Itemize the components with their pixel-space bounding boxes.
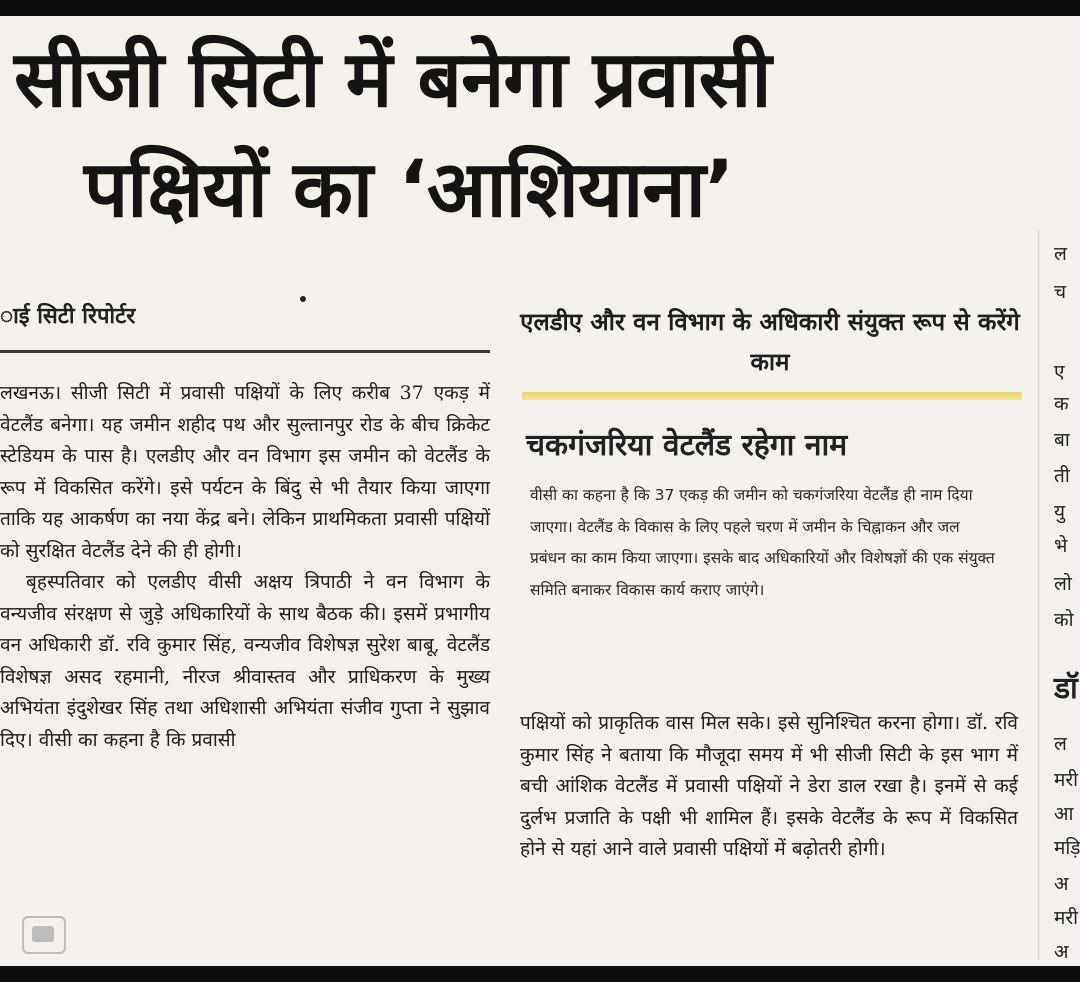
right-column-fragment: ल bbox=[1054, 243, 1067, 265]
byline-rule bbox=[0, 350, 490, 353]
right-column-fragment: ए bbox=[1054, 361, 1065, 383]
scanner-watermark-icon bbox=[22, 916, 66, 954]
box-title: चकगंजरिया वेटलैंड रहेगा नाम bbox=[526, 428, 848, 463]
right-column-fragment: मड़ि bbox=[1054, 837, 1080, 859]
highlight-rule bbox=[522, 392, 1022, 400]
photo-border-bottom bbox=[0, 966, 1080, 982]
column-divider bbox=[1038, 230, 1039, 960]
right-column-fragment: ल bbox=[1054, 733, 1067, 755]
right-column-fragment: डॉ bbox=[1054, 671, 1078, 706]
right-column-fragment: मरी bbox=[1054, 769, 1079, 791]
headline-line-2: पक्षियों का ‘आशियाना’ bbox=[84, 145, 734, 235]
decorative-dot bbox=[300, 296, 306, 302]
reporter-byline: ाई सिटी रिपोर्टर bbox=[0, 303, 136, 329]
sub-heading: एलडीए और वन विभाग के अधिकारी संयुक्त रूप से करेंगे काम bbox=[520, 307, 1020, 376]
left-paragraph-1: लखनऊ। सीजी सिटी में प्रवासी पक्षियों के लिए करीब 37 एकड़ में वेटलैंड बनेगा। यह जमीन शहीद पथ और सुल्तानपुर रोड के बीच क्रिकेट स्टेडियम के पास है। एलडीए और वन विभाग इस जमीन को वेटलैंड के रूप में विकसित करेंगे। इसे पर्यटन के बिंदु से भी तैयार किया जाएगा ताकि यह आकर्षण का नया केंद्र बने। लेकिन प्राथमिकता प्रवासी पक्षियों को सुरक्षित वेटलैंड देने की ही होगी। bbox=[0, 382, 490, 562]
right-column-fragment: आ bbox=[1054, 803, 1074, 825]
left-article-column bbox=[0, 378, 490, 756]
headline-line-1: सीजी सिटी में बनेगा प्रवासी bbox=[14, 35, 771, 125]
right-column-fragment: भे bbox=[1054, 535, 1068, 557]
right-column-fragment: लो bbox=[1054, 573, 1072, 595]
right-column-fragment: ती bbox=[1054, 465, 1070, 487]
right-column-fragment: मरी bbox=[1054, 907, 1079, 929]
right-column-fragment: क bbox=[1054, 393, 1069, 415]
right-column-fragment: को bbox=[1054, 609, 1074, 631]
right-column-fragment: अ bbox=[1054, 941, 1069, 963]
left-paragraph-2: बृहस्पतिवार को एलडीए वीसी अक्षय त्रिपाठी ने वन विभाग के वन्यजीव संरक्षण से जुड़े अधिकारियों के साथ बैठक की। इसमें प्रभागीय वन अधिकारी डॉ. रवि कुमार सिंह, वन्यजीव विशेषज्ञ सुरेश बाबू, वेटलैंड विशेषज्ञ असद रहमानी, नीरज श्रीवास्तव और प्राधिकरण के मुख्य अभियंता इंदुशेखर सिंह तथा अधिशासी अभियंता संजीव गुप्ता ने सुझाव दिए। वीसी का कहना है कि प्रवासी bbox=[0, 571, 490, 751]
photo-border-top bbox=[0, 0, 1080, 16]
right-column-fragment: यु bbox=[1054, 501, 1066, 523]
right-column-fragment: बा bbox=[1054, 429, 1070, 451]
middle-paragraph: पक्षियों को प्राकृतिक वास मिल सके। इसे सुनिश्चित करना होगा। डॉ. रवि कुमार सिंह ने बताया कि मौजूदा समय में भी सीजी सिटी के इस भाग में बची आंशिक वेटलैंड में प्रवासी पक्षियों ने डेरा डाल रखा है। इनमें से कई दुर्लभ प्रजाति के पक्षी भी शामिल हैं। इसके वेटलैंड के रूप में विकसित होने से यहां आने वाले प्रवासी पक्षियों में बढ़ोतरी होगी। bbox=[520, 712, 1018, 860]
box-text: वीसी का कहना है कि 37 एकड़ की जमीन को चकगंजरिया वेटलैंड ही नाम दिया जाएगा। वेटलैंड के विकास के लिए पहले चरण में जमीन के चिह्नाकन और जल प्रबंधन का काम किया जाएगा। इसके बाद अधिकारियों और विशेषज्ञों की एक संयुक्त समिति बनाकर विकास कार्य कराए जाएंगे। bbox=[530, 486, 995, 599]
right-column-fragment: च bbox=[1054, 281, 1067, 303]
right-cut-column bbox=[1040, 230, 1080, 966]
right-column-fragment: अ bbox=[1054, 873, 1069, 895]
middle-article-column bbox=[520, 708, 1018, 866]
